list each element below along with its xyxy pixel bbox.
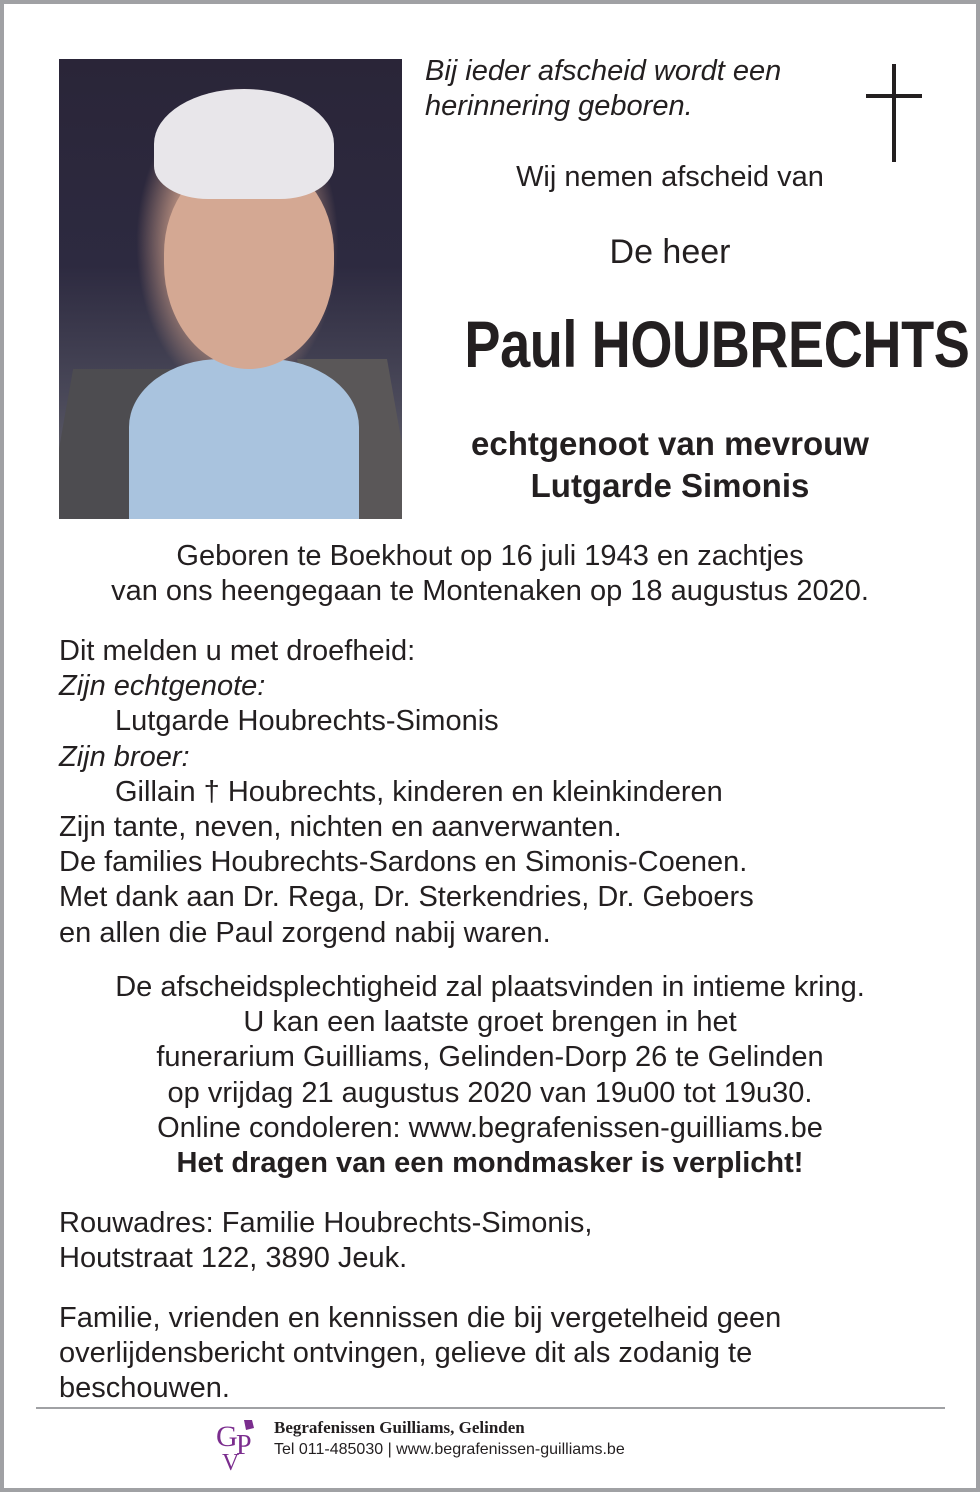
- born-line: van ons heengegaan te Montenaken op 18 augustus 2020.: [111, 575, 869, 607]
- svg-text:V: V: [222, 1450, 240, 1472]
- mask-notice: Het dragen van een mondmasker is verplicht!: [176, 1147, 804, 1180]
- ceremony-line: U kan een laatste groet brengen in het: [243, 1006, 737, 1039]
- funeral-home-contact: Tel 011-485030 | www.begrafenissen-guilliams.be: [274, 1441, 625, 1458]
- condolence-link[interactable]: Online condoleren: www.begrafenissen-guilliams.be: [157, 1111, 823, 1144]
- quote-line: Bij ieder afscheid wordt een: [425, 55, 782, 87]
- funeral-home-logo: [216, 1416, 262, 1472]
- ceremony-line: De afscheidsplechtigheid zal plaatsvinden in intieme kring.: [115, 971, 865, 1003]
- footer: [274, 1418, 625, 1459]
- quote: [425, 54, 781, 124]
- birth-death-info: [4, 539, 976, 609]
- mourning-address: [59, 1206, 592, 1276]
- spouse-info: [425, 423, 915, 507]
- note-line: beschouwen.: [59, 1372, 230, 1405]
- note-line: overlijdensbericht ontvingen, gelieve dit als zodanig te: [59, 1337, 753, 1370]
- funeral-home-name: Begrafenissen Guilliams, Gelinden: [274, 1418, 525, 1437]
- spouse-line: Lutgarde Simonis: [530, 467, 810, 504]
- address-line: Houtstraat 122, 3890 Jeuk.: [59, 1242, 408, 1275]
- cross-icon: [866, 64, 922, 162]
- quote-line: herinnering geboren.: [425, 90, 693, 122]
- born-line: Geboren te Boekhout op 16 juli 1943 en zachtjes: [176, 540, 804, 572]
- announce-line: Met dank aan Dr. Rega, Dr. Sterkendries, Dr. Geboers: [59, 881, 754, 914]
- honorific: De heer: [609, 233, 731, 271]
- death-notice: [4, 4, 976, 1488]
- note-line: Familie, vrienden en kennissen die bij vergetelheid geen: [59, 1302, 782, 1334]
- spouse-label: Zijn echtgenote:: [59, 670, 266, 703]
- ceremony-line: op vrijdag 21 augustus 2020 van 19u00 tot 19u30.: [167, 1076, 813, 1109]
- announce-line: Zijn tante, neven, nichten en aanverwanten.: [59, 811, 622, 844]
- svg-text:G: G: [216, 1420, 238, 1453]
- brother-name: Gillain † Houbrechts, kinderen en kleinkinderen: [115, 775, 723, 808]
- address-line: Rouwadres: Familie Houbrechts-Simonis,: [59, 1207, 593, 1239]
- announce-line: en allen die Paul zorgend nabij waren.: [59, 916, 551, 949]
- deceased-name: Paul HOUBRECHTS: [464, 307, 970, 381]
- spouse-line: echtgenoot van mevrouw: [471, 425, 869, 462]
- brother-label: Zijn broer:: [59, 740, 190, 773]
- ceremony-line: funerarium Guilliams, Gelinden-Dorp 26 te Gelinden: [156, 1041, 824, 1074]
- spouse-name: Lutgarde Houbrechts-Simonis: [115, 705, 499, 738]
- portrait-photo: [59, 59, 402, 519]
- ceremony-info: [4, 970, 976, 1181]
- family-note: [59, 1301, 859, 1407]
- footer-divider: [36, 1407, 945, 1409]
- announce-line: De families Houbrechts-Sardons en Simonis-Coenen.: [59, 846, 748, 879]
- announce-lead: Dit melden u met droefheid:: [59, 635, 416, 667]
- intro-text: Wij nemen afscheid van: [516, 161, 824, 193]
- announcement-list: [59, 634, 754, 951]
- svg-text:P: P: [236, 1430, 252, 1461]
